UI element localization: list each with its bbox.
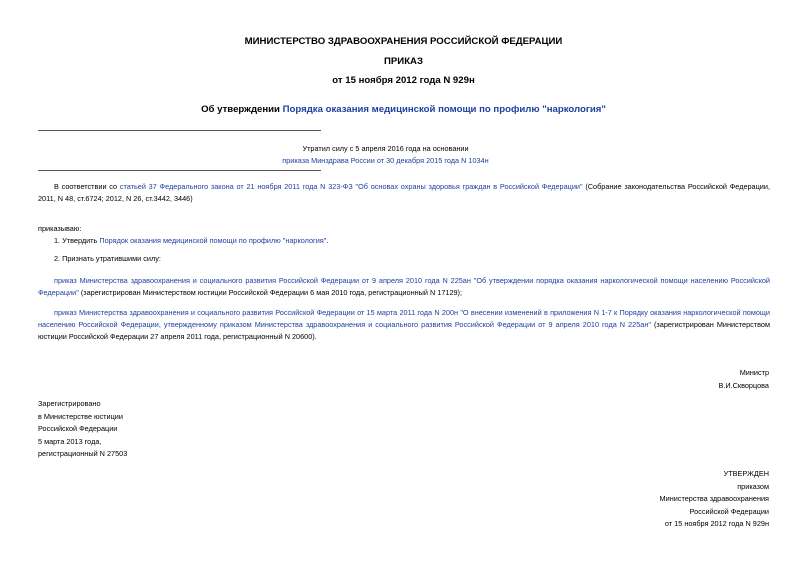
item1-link[interactable]: Порядок оказания медицинской помощи по профилю "наркология" [99,236,327,245]
item1-suffix: . [326,236,329,245]
order-item-1 [54,236,328,245]
prikazyvayu-text: приказываю: [38,224,82,233]
approval-line: УТВЕРЖДЕН [723,469,769,478]
notice-bottom-rule [38,170,321,171]
notice-link[interactable]: приказа Минздрава России от 30 декабря 2015 года N 1034н [282,156,489,165]
registration-line: в Министерстве юстиции [38,411,123,421]
notice-top-rule [38,130,321,131]
doc-date-number: от 15 ноября 2012 года N 929н [332,75,475,86]
repeal-notice [38,143,733,167]
signature-position: Министр [739,368,769,377]
title-link[interactable]: Порядка оказания медицинской помощи по профилю "наркология" [282,104,606,115]
notice-line: Утратил силу с 5 апреля 2016 года на основании [302,144,469,153]
registration-block [38,398,127,461]
approval-line: от 15 ноября 2012 года N 929н [664,519,769,528]
registration-line: 5 марта 2013 года, [38,436,102,446]
approval-block [660,468,769,531]
preamble-source: (Собрание законодательства Российской Федерации, 2011, N 48, ст.6724; 2012, N 26, ст.3442, 3446) [38,182,770,203]
doc-title [0,104,807,115]
preamble-intro: В соответствии со [54,182,120,191]
registration-line: регистрационный N 27503 [38,449,128,458]
preamble-paragraph [38,181,770,205]
title-prefix: Об утверждении [201,104,283,115]
repeal-item-2 [38,307,770,343]
repeal-item-1 [38,275,770,299]
doc-type-heading: ПРИКАЗ [384,56,423,67]
law-link[interactable]: статьей 37 Федерального закона от 21 ноября 2011 года N 323-ФЗ "Об основах охраны здоровья граждан в Российской Федерации" [119,182,583,191]
approval-line: Министерства здравоохранения [659,494,769,503]
signature-block [718,367,769,392]
order-item-2: 2. Признать утратившими силу: [54,254,161,263]
approval-line: приказом [737,481,769,491]
approval-line: Российской Федерации [689,506,769,516]
ministry-heading: МИНИСТЕРСТВО ЗДРАВООХРАНЕНИЯ РОССИЙСКОЙ ФЕДЕРАЦИИ [244,36,563,47]
item1-prefix: 1. Утвердить [54,236,100,245]
registration-line: Российской Федерации [38,424,118,433]
repeal2-link[interactable]: приказ Министерства здравоохранения и социального развития Российской Федерации от 15 марта 2011 года N 200н "О внесении изменений в приложения N 1-7 к Порядку оказания наркологической помощи населению Российской Федерации, утвержденному приказом Министерства здравоохранения и социального развития Российской Федерации от 9 апреля 2010 года N 225ан" [38,308,770,329]
repeal2-suffix: (зарегистрирован Министерством юстиции Российской Федерации 27 апреля 2011 года, регистрационный N 20600). [38,320,770,341]
signature-name: В.И.Скворцова [718,380,769,390]
repeal1-suffix: (зарегистрирован Министерством юстиции Российской Федерации 6 мая 2010 года, регистрационный N 17129); [78,288,463,297]
registration-line: Зарегистрировано [38,399,101,408]
repeal1-link[interactable]: приказ Министерства здравоохранения и социального развития Российской Федерации от 9 апреля 2010 года N 225ан "Об утверждении порядка оказания наркологической помощи населению Российской Федерации" [38,276,770,297]
